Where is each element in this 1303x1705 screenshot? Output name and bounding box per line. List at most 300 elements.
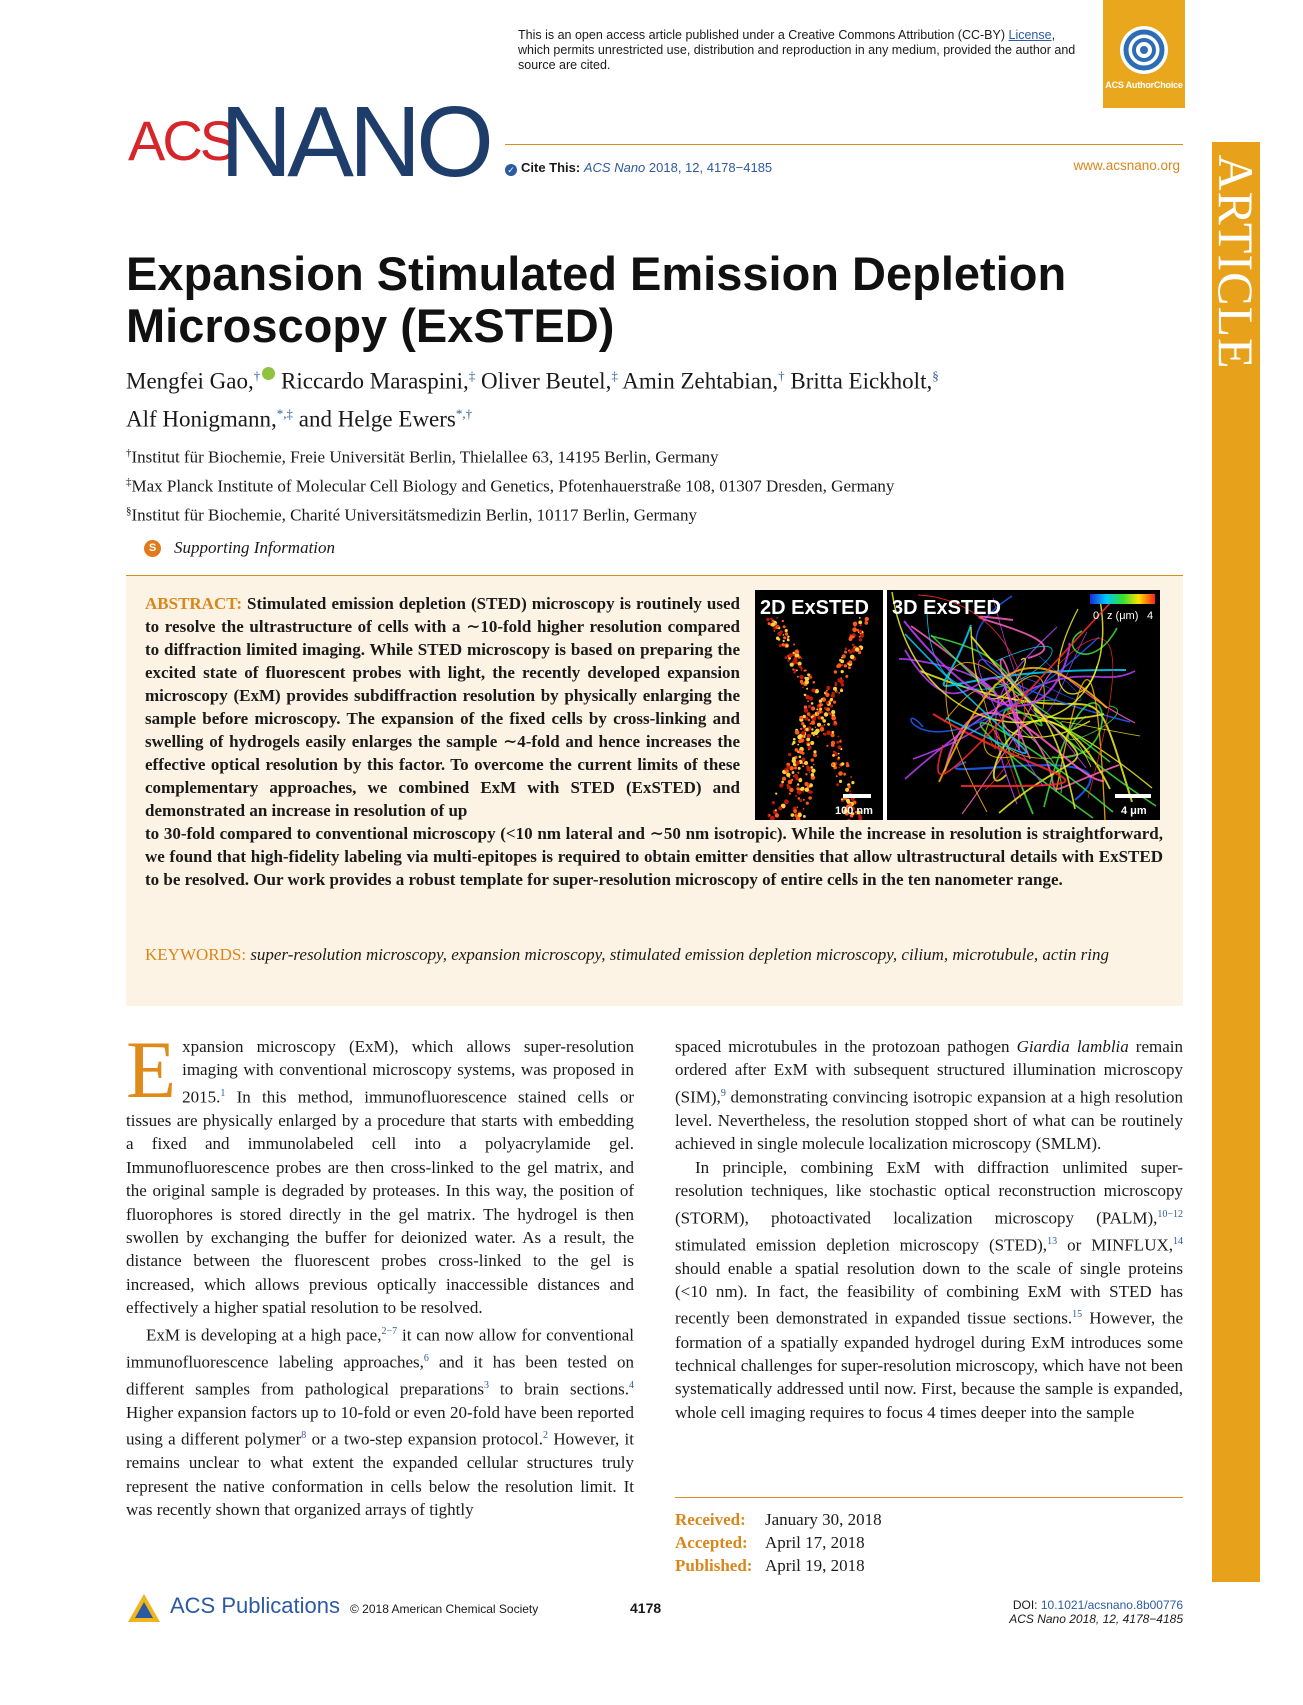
- fluorescence-spot: [775, 813, 779, 817]
- fluorescence-spot: [780, 630, 783, 633]
- fluorescence-spot: [838, 771, 843, 776]
- fluorescence-spot: [852, 636, 855, 639]
- fluorescence-spot: [795, 649, 800, 654]
- fluorescence-spot: [805, 773, 807, 775]
- fluorescence-spot: [794, 774, 798, 778]
- license-link[interactable]: License: [1008, 28, 1052, 42]
- fluorescence-spot: [830, 704, 833, 707]
- fluorescence-spot: [793, 658, 798, 663]
- fluorescence-spot: [836, 691, 838, 693]
- panel-divider: [883, 590, 887, 820]
- keywords-heading: KEYWORDS:: [145, 945, 247, 964]
- author-mark: ‡: [468, 368, 476, 383]
- fluorescence-spot: [797, 676, 799, 678]
- body-column-right: [675, 1035, 1183, 1424]
- fluorescence-spot: [791, 813, 795, 817]
- fluorescence-spot: [786, 765, 788, 767]
- fluorescence-spot: [797, 735, 802, 740]
- fluorescence-spot: [799, 799, 802, 802]
- affiliation-mark: §: [126, 505, 132, 517]
- text: it can now allow for conventional immunofluorescence labeling approaches,: [126, 1325, 634, 1372]
- fluorescence-spot: [781, 781, 784, 784]
- fluorescence-spot: [797, 806, 799, 808]
- fluorescence-spot: [782, 643, 785, 646]
- fluorescence-spot: [824, 733, 827, 736]
- logo-acs: ACS: [128, 109, 235, 172]
- fluorescence-spot: [811, 769, 815, 773]
- fluorescence-spot: [800, 728, 802, 730]
- date-row: [675, 1554, 882, 1577]
- fluorescence-spot: [847, 663, 849, 665]
- fluorescence-spot: [804, 761, 808, 765]
- fluorescence-spot: [845, 788, 849, 792]
- fluorescence-spot: [844, 651, 847, 654]
- fluorescence-spot: [793, 652, 795, 654]
- fluorescence-spot: [801, 657, 803, 659]
- fluorescence-spot: [795, 795, 797, 797]
- fluorescence-spot: [788, 753, 791, 756]
- check-icon: ✓: [505, 164, 517, 176]
- fluorescence-spot: [834, 670, 837, 673]
- fluorescence-spot: [848, 666, 851, 669]
- doi-link[interactable]: 10.1021/acsnano.8b00776: [1040, 1598, 1183, 1612]
- fluorescence-spot: [859, 630, 862, 633]
- fluorescence-spot: [805, 788, 809, 792]
- fluorescence-spot: [846, 764, 850, 768]
- fluorescence-spot: [775, 809, 777, 811]
- fluorescence-spot: [787, 785, 791, 789]
- fluorescence-spot: [792, 757, 796, 761]
- date-value: April 17, 2018: [765, 1533, 865, 1552]
- cite-this[interactable]: [505, 160, 772, 176]
- badge-label: ACS AuthorChoice: [1105, 80, 1183, 90]
- fluorescence-spot: [837, 678, 841, 682]
- date-value: April 19, 2018: [765, 1556, 865, 1575]
- abstract-bottom: to 30-fold compared to conventional microscopy (<10 nm lateral and ∼50 nm isotropic). While the increase in resolution is straightforward, we found that high-fidelity labeling via multi-epitopes is required to obtain emitter densities that allow ultrastructural details with ExSTED to be resolved. Our work provides a robust template for super-resolution microscopy of entire cells in the ten nanometer range.: [145, 824, 1163, 889]
- affiliation-text: Institut für Biochemie, Charité Universitätsmedizin Berlin, 10117 Berlin, Germany: [131, 505, 697, 525]
- fluorescence-spot: [830, 698, 833, 701]
- fluorescence-spot: [850, 776, 852, 778]
- paragraph: [126, 1024, 634, 1320]
- affiliation-text: Institut für Biochemie, Freie Universität Berlin, Thielallee 63, 14195 Berlin, Germany: [131, 447, 719, 467]
- cite-details: 2018, 12, 4178−4185: [645, 160, 773, 175]
- fluorescence-spot: [806, 765, 809, 768]
- fluorescence-spot: [837, 663, 842, 668]
- supporting-information-link[interactable]: [146, 538, 335, 558]
- scalebar-3d: [1115, 794, 1151, 798]
- fluorescence-spot: [815, 729, 820, 734]
- citation-ref[interactable]: 2−7: [381, 1325, 398, 1337]
- date-label: Accepted:: [675, 1533, 748, 1552]
- fluorescence-spot: [855, 647, 859, 651]
- text: In this method, immunofluorescence stained cells or tissues are physically enlarged by a procedure that starts with embedding a fixed and immunolabeled cell into a polyacrylamide gel. Immunofluorescence probes are then cross-linked to the gel matrix, and the original sample is degraded by proteases. In this way, the position of fluorophores is stored directly in the gel matrix. The hydrogel is then swollen by exchanging the buffer for deionized water. As a result, the distance between the fluorescent probes cross-linked to the gel is increased, which allows previous optically inaccessible distances and effectively a higher spatial resolution to be resolved.: [126, 1087, 634, 1318]
- fluorescence-spot: [788, 653, 792, 657]
- fluorescence-spot: [830, 713, 832, 715]
- date-row: [675, 1531, 882, 1554]
- fluorescence-spot: [809, 696, 813, 700]
- fluorescence-spot: [799, 750, 803, 754]
- citation-ref[interactable]: 3: [483, 1379, 489, 1391]
- fluorescence-spot: [851, 781, 854, 784]
- fluorescence-spot: [809, 723, 811, 725]
- fluorescence-spot: [796, 787, 799, 790]
- journal-url[interactable]: www.acsnano.org: [1073, 158, 1180, 173]
- fluorescence-spot: [849, 790, 851, 792]
- fluorescence-spot: [775, 793, 777, 795]
- fluorescence-spot: [839, 780, 842, 783]
- affiliation-text: Max Planck Institute of Molecular Cell Biology and Genetics, Pfotenhauerstraße 108, 01307 Dresden, Germany: [131, 476, 895, 496]
- fluorescence-spot: [859, 638, 862, 641]
- fluorescence-spot: [803, 715, 806, 718]
- citation-ref[interactable]: 15: [1072, 1309, 1083, 1321]
- fluorescence-spot: [838, 757, 840, 759]
- text: In principle, combining ExM with diffraction unlimited super-resolution techniques, like stochastic optical reconstruction microscopy (STORM), photoactivated localization microscopy (PALM),: [675, 1157, 1183, 1228]
- journal-reference: ACS Nano 2018, 12, 4178−4185: [1009, 1612, 1183, 1626]
- citation-ref[interactable]: 13: [1047, 1235, 1058, 1247]
- fluorescence-spot: [798, 813, 802, 817]
- fluorescence-spot: [789, 793, 791, 795]
- acs-triangle-icon: [126, 1592, 162, 1624]
- label-3d: 3D ExSTED: [892, 597, 1001, 619]
- fluorescence-spot: [811, 706, 815, 710]
- citation-ref[interactable]: 10−12: [1157, 1208, 1183, 1220]
- affiliation: [126, 442, 1186, 469]
- fluorescence-spot: [817, 736, 819, 738]
- fluorescence-spot: [824, 707, 827, 710]
- fluorescence-spot: [811, 773, 815, 777]
- fluorescence-spot: [783, 636, 786, 639]
- fluorescence-spot: [811, 702, 814, 705]
- fluorescence-spot: [821, 716, 824, 719]
- fluorescence-spot: [782, 777, 786, 781]
- fluorescence-spot: [807, 734, 811, 738]
- fluorescence-spot: [785, 632, 788, 635]
- author-name[interactable]: Riccardo Maraspini,: [275, 368, 469, 394]
- scalebar-2d: [843, 794, 871, 798]
- citation-ref[interactable]: 6: [423, 1352, 429, 1364]
- date-label: Received:: [675, 1510, 746, 1529]
- fluorescence-spot: [838, 753, 840, 755]
- fluorescence-spot: [772, 801, 775, 804]
- fluorescence-spot: [797, 790, 802, 795]
- text: Higher expansion factors up to 10-fold or even 20-fold have been reported using a different polymer: [126, 1402, 634, 1449]
- article-title: Expansion Stimulated Emission Depletion Microscopy (ExSTED): [126, 247, 1067, 352]
- paragraph: [675, 1035, 1183, 1156]
- fluorescence-spot: [803, 815, 806, 818]
- fluorescence-spot: [799, 675, 803, 679]
- fluorescence-spot: [841, 688, 843, 690]
- author-name[interactable]: Alf Honigmann,: [126, 406, 277, 432]
- fluorescence-spot: [807, 743, 810, 746]
- license-text-end: , which permits unrestricted use, distribution and reproduction in any medium, provided the author and source are cited.: [518, 28, 1076, 72]
- author-name[interactable]: Oliver Beutel,: [475, 368, 612, 394]
- paragraph: [675, 1156, 1183, 1424]
- fluorescence-spot: [799, 665, 802, 668]
- fluorescence-spot: [826, 686, 830, 690]
- article-dates: [675, 1508, 882, 1577]
- affiliation: [126, 500, 1186, 527]
- fluorescence-spot: [771, 623, 775, 627]
- fluorescence-spot: [813, 764, 815, 766]
- fluorescence-spot: [804, 694, 807, 697]
- fluorescence-spot: [825, 693, 829, 697]
- fluorescence-spot: [785, 629, 788, 632]
- fluorescence-spot: [826, 731, 831, 736]
- fluorescence-spot: [841, 683, 844, 686]
- fluorescence-spot: [811, 758, 814, 761]
- fluorescence-spot: [804, 680, 809, 685]
- fluorescence-spot: [845, 675, 848, 678]
- fluorescence-spot: [858, 651, 861, 654]
- fluorescence-spot: [854, 629, 856, 631]
- doi-label: DOI:: [1012, 1598, 1041, 1612]
- cite-journal: ACS Nano: [583, 160, 646, 175]
- author-mark: *,‡: [276, 405, 294, 421]
- fluorescence-spot: [865, 621, 869, 625]
- fluorescence-spot: [813, 681, 816, 684]
- author-mark: §: [932, 368, 939, 383]
- fluorescence-spot: [809, 791, 812, 794]
- fluorescence-spot: [799, 716, 803, 720]
- fluorescence-spot: [821, 698, 823, 700]
- author-name[interactable]: Amin Zehtabian,: [617, 368, 779, 394]
- fluorescence-spot: [783, 634, 785, 636]
- colorbar-label: z (μm): [1107, 610, 1139, 622]
- affiliation: [126, 471, 1186, 498]
- fluorescence-spot: [815, 689, 819, 693]
- orcid-icon[interactable]: [262, 367, 275, 380]
- supporting-info-label: Supporting Information: [174, 538, 336, 557]
- header-rule: [505, 144, 1183, 145]
- fluorescence-spot: [840, 660, 844, 664]
- fluorescence-spot: [810, 741, 814, 745]
- citation-ref[interactable]: 2: [543, 1430, 548, 1442]
- fluorescence-spot: [787, 639, 790, 642]
- fluorescence-spot: [794, 767, 797, 770]
- date-label: Published:: [675, 1556, 753, 1575]
- text: demonstrating convincing isotropic expansion at a high resolution level. Nevertheless, the resolution stopped short of what can be routinely achieved in single molecule localization microscopy (SMLM).: [675, 1087, 1183, 1154]
- toc-figure-image: [755, 590, 1160, 820]
- fluorescence-spot: [786, 645, 789, 648]
- fluorescence-spot: [805, 728, 808, 731]
- fluorescence-spot: [834, 682, 837, 685]
- author-name[interactable]: Mengfei Gao,: [126, 368, 254, 394]
- fluorescence-spot: [787, 659, 789, 661]
- fluorescence-spot: [801, 722, 804, 725]
- fluorescence-spot: [785, 656, 788, 659]
- fluorescence-spot: [843, 773, 846, 776]
- text: However, the formation of a spatially expanded hydrogel during ExM introduces some technical challenges for super-resolution microscopy, which have not been systematically addressed until now. First, because the sample is expanded, whole cell imaging requires to focus 4 times deeper into the sample: [675, 1309, 1183, 1422]
- fluorescence-spot: [797, 772, 799, 774]
- fluorescence-spot: [833, 723, 835, 725]
- fluorescence-spot: [802, 765, 804, 767]
- fluorescence-spot: [806, 802, 809, 805]
- fluorescence-spot: [792, 743, 794, 745]
- body-column-left: [126, 1024, 635, 1521]
- fluorescence-spot: [836, 775, 838, 777]
- license-notice: [518, 28, 1088, 73]
- author-choice-badge[interactable]: [1103, 0, 1185, 108]
- fluorescence-spot: [838, 692, 840, 694]
- text: spaced microtubules in the protozoan pathogen: [675, 1037, 1017, 1056]
- fluorescence-spot: [851, 648, 855, 652]
- cite-label: Cite This:: [521, 160, 581, 175]
- fluorescence-spot: [793, 644, 795, 646]
- fluorescence-spot: [786, 773, 790, 777]
- fluorescence-spot: [808, 796, 812, 800]
- fluorescence-spot: [833, 696, 835, 698]
- fluorescence-spot: [784, 799, 789, 804]
- fluorescence-spot: [848, 785, 851, 788]
- fluorescence-spot: [783, 640, 785, 642]
- fluorescence-spot: [793, 818, 795, 820]
- fluorescence-spot: [845, 647, 848, 650]
- citation-ref[interactable]: 8: [301, 1430, 307, 1442]
- fluorescence-spot: [785, 769, 788, 772]
- fluorescence-spot: [820, 727, 825, 732]
- fluorescence-spot: [838, 736, 840, 738]
- text: or a two-step expansion protocol.: [306, 1429, 543, 1449]
- page-number: 4178: [630, 1600, 662, 1616]
- fluorescence-spot: [797, 744, 799, 746]
- fluorescence-spot: [831, 733, 835, 737]
- fluorescence-spot: [809, 771, 811, 773]
- fluorescence-spot: [796, 669, 798, 671]
- fluorescence-spot: [769, 814, 771, 816]
- fluorescence-spot: [799, 739, 803, 743]
- fluorescence-spot: [841, 670, 844, 673]
- fluorescence-spot: [808, 746, 812, 750]
- fluorescence-spot: [826, 702, 829, 705]
- text: should enable a spatial resolution down to the scale of single proteins (<10 nm). In fact, the feasibility of combining ExM with STED has recently been demonstrated in expanded tissue sections.: [675, 1258, 1183, 1329]
- species-name: Giardia lamblia: [1016, 1037, 1129, 1056]
- fluorescence-spot: [807, 712, 811, 716]
- fluorescence-spot: [779, 784, 783, 788]
- journal-logo[interactable]: [128, 86, 508, 198]
- fluorescence-spot: [811, 766, 813, 768]
- fluorescence-spot: [841, 657, 843, 659]
- fluorescence-spot: [819, 704, 822, 707]
- fluorescence-spot: [827, 723, 830, 726]
- fluorescence-spot: [795, 761, 799, 765]
- fluorescence-spot: [792, 668, 794, 670]
- keywords-text: super-resolution microscopy, expansion microscopy, stimulated emission depletion microscopy, cilium, microtubule, actin ring: [246, 945, 1109, 964]
- citation-ref[interactable]: 14: [1173, 1235, 1183, 1247]
- fluorescence-spot: [803, 808, 805, 810]
- text: and it has been tested on different samples from pathological preparations: [126, 1352, 634, 1399]
- fluorescence-spot: [782, 620, 784, 622]
- fluorescence-spot: [804, 669, 806, 671]
- side-label-text: ARTICLE: [1208, 154, 1264, 370]
- fluorescence-spot: [807, 700, 809, 702]
- fluorescence-spot: [824, 712, 828, 716]
- drop-cap: E: [126, 1024, 177, 1115]
- fluorescence-spot: [850, 655, 855, 660]
- fluorescence-spot: [801, 670, 803, 672]
- fluorescence-spot: [841, 798, 843, 800]
- fluorescence-spot: [811, 721, 815, 725]
- text: xpansion microscopy (ExM), which allows super-resolution imaging with conventional microscopy systems, was proposed in 2015.: [182, 1037, 634, 1107]
- fluorescence-spot: [779, 644, 782, 647]
- fluorescence-spot: [831, 741, 835, 745]
- fluorescence-spot: [835, 722, 837, 724]
- fluorescence-spot: [832, 754, 835, 757]
- fluorescence-spot: [839, 740, 842, 743]
- fluorescence-spot: [793, 809, 797, 813]
- copyright: © 2018 American Chemical Society: [350, 1602, 539, 1616]
- fluorescence-spot: [801, 731, 805, 735]
- fluorescence-spot: [833, 687, 837, 691]
- fluorescence-spot: [802, 791, 804, 793]
- citation-ref[interactable]: 4: [629, 1379, 635, 1391]
- fluorescence-spot: [815, 727, 817, 729]
- fluorescence-spot: [783, 625, 786, 628]
- fluorescence-spot: [816, 708, 818, 710]
- author-name[interactable]: and Helge Ewers: [293, 406, 456, 432]
- fluorescence-spot: [798, 767, 801, 770]
- fluorescence-spot: [826, 745, 828, 747]
- fluorescence-spot: [844, 664, 847, 667]
- toc-figure[interactable]: [755, 590, 1160, 820]
- fluorescence-spot: [793, 738, 796, 741]
- fluorescence-spot: [836, 741, 839, 744]
- fluorescence-spot: [860, 624, 862, 626]
- fluorescence-spot: [838, 745, 842, 749]
- text: to brain sections.: [488, 1379, 630, 1399]
- fluorescence-spot: [839, 767, 841, 769]
- fluorescence-spot: [811, 688, 815, 692]
- fluorescence-spot: [831, 716, 836, 721]
- text: ExM is developing at a high pace,: [146, 1325, 382, 1345]
- colorbar-max: 4: [1147, 610, 1154, 622]
- citation-ref[interactable]: 9: [720, 1087, 726, 1099]
- fluorescence-spot: [822, 719, 826, 723]
- fluorescence-spot: [804, 705, 807, 708]
- author-name[interactable]: Britta Eickholt,: [784, 368, 933, 394]
- fluorescence-spot: [852, 644, 855, 647]
- fluorescence-spot: [768, 622, 771, 625]
- license-text: This is an open access article published under a Creative Commons Attribution (CC-BY): [518, 28, 1009, 42]
- logo-nano: NANO: [220, 86, 489, 198]
- fluorescence-spot: [859, 636, 861, 638]
- fluorescence-spot: [798, 662, 802, 666]
- fluorescence-spot: [808, 705, 811, 708]
- fluorescence-spot: [777, 626, 779, 628]
- fluorescence-spot: [796, 813, 798, 815]
- open-access-icon: [1118, 24, 1170, 76]
- text: remain ordered after ExM with subsequent structured illumination microscopy (SIM),: [675, 1037, 1184, 1107]
- fluorescence-spot: [778, 638, 781, 641]
- fluorescence-spot: [831, 731, 834, 734]
- fluorescence-spot: [803, 727, 805, 729]
- citation-ref[interactable]: 1: [220, 1087, 226, 1099]
- text: or MINFLUX,: [1057, 1235, 1173, 1255]
- publisher-name: ACS Publications: [170, 1593, 340, 1618]
- author-list: [126, 360, 1186, 435]
- fluorescence-spot: [854, 626, 856, 628]
- supporting-info-icon: S: [144, 540, 161, 557]
- date-value: January 30, 2018: [765, 1510, 882, 1529]
- scale-label-3d: 4 μm: [1121, 805, 1147, 817]
- label-2d: 2D ExSTED: [760, 597, 869, 619]
- keywords: [145, 943, 1163, 966]
- fluorescence-spot: [795, 748, 799, 752]
- affiliation-mark: ‡: [126, 476, 132, 488]
- fluorescence-spot: [833, 701, 836, 704]
- fluorescence-spot: [807, 673, 810, 676]
- abstract-heading: ABSTRACT:: [145, 594, 242, 613]
- fluorescence-spot: [795, 730, 800, 735]
